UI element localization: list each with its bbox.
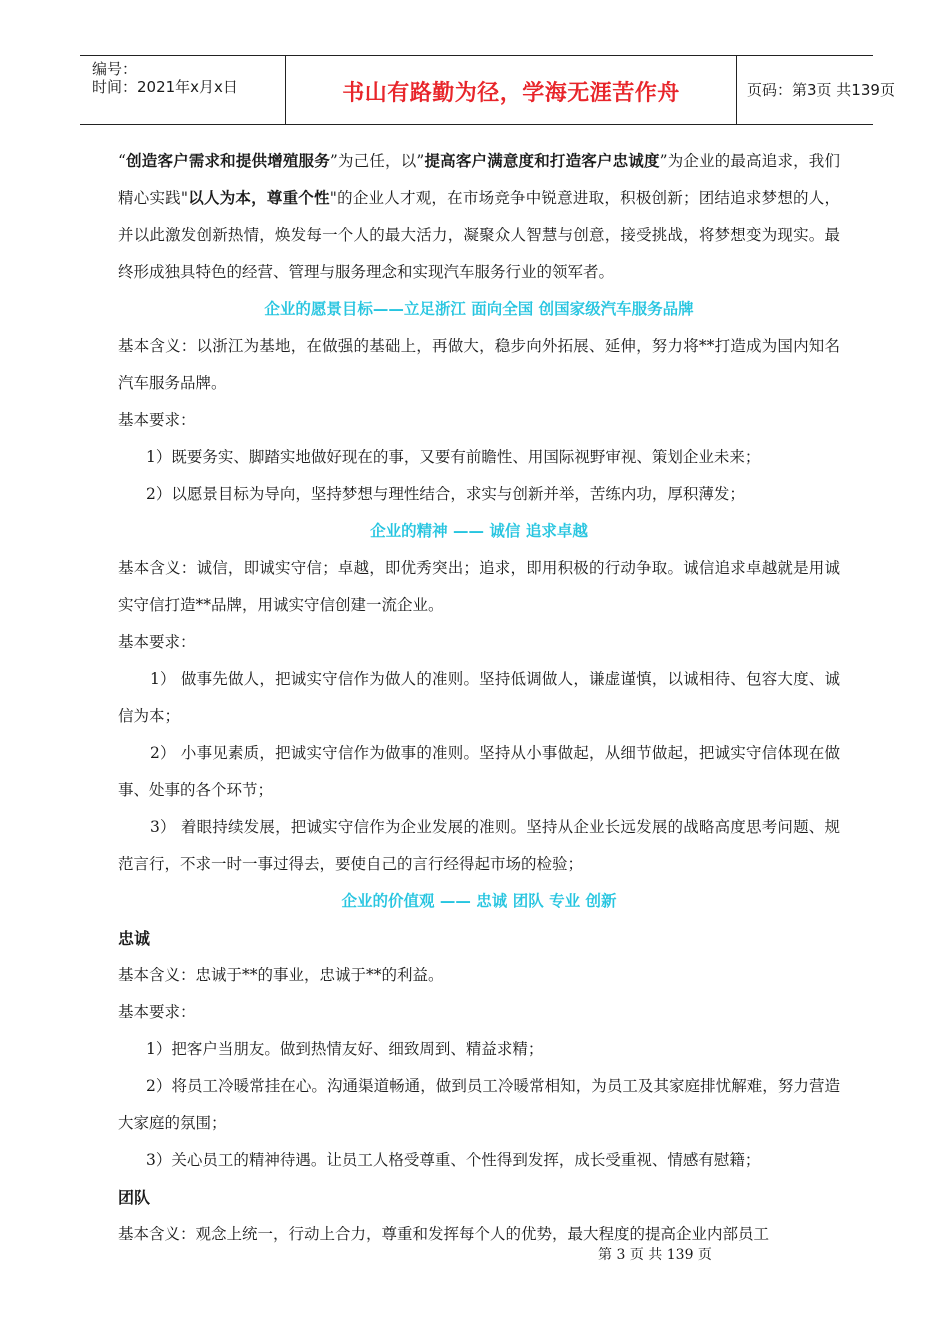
time-label: 时间：2021年x月x日 [92,78,238,96]
loyalty-item: 2）将员工冷暖常挂在心。沟通渠道畅通，做到员工冷暖常相知，为员工及其家庭排忧解难，努力营造大家庭的氛围； [118,1077,840,1132]
page-header [80,55,895,125]
page-footer [0,1244,950,1264]
loyalty-title: 忠诚 [118,929,151,948]
intro-bold-1: 创造客户需求和提供增殖服务 [125,152,330,170]
vision-heading: 企业的愿景目标——立足浙江 面向全国 创国家级汽车服务品牌 [264,300,694,318]
team-title: 团队 [118,1188,151,1207]
spirit-req-label: 基本要求： [118,633,196,651]
loyalty-req-label: 基本要求： [118,1003,196,1021]
spirit-item: 1） 做事先做人，把诚实守信作为做人的准则。坚持低调做人，谦虚谨慎，以诚相待、包容大度、诚信为本； [118,670,840,725]
document-body [118,143,840,1253]
motto: 书山有路勤为径，学海无涯苦作舟 [342,81,680,106]
header-motto-cell [285,56,737,124]
values-heading: 企业的价值观 —— 忠诚 团队 专业 创新 [341,892,617,910]
intro-bold-3: 以人为本，尊重个性 [188,189,330,207]
intro-paragraph [118,143,840,291]
header-page-cell [737,56,895,124]
vision-item: 1）既要务实、脚踏实地做好现在的事，又要有前瞻性、用国际视野审视、策划企业未来； [146,448,761,466]
loyalty-item: 1）把客户当朋友。做到热情友好、细致周到、精益求精； [146,1040,544,1058]
spirit-heading: 企业的精神 —— 诚信 追求卓越 [370,522,588,540]
intro-text-2: ”为己任，以” [329,152,425,170]
vision-req-label: 基本要求： [118,411,196,429]
spirit-item: 3） 着眼持续发展，把诚实守信作为企业发展的准则。坚持从企业长远发展的战略高度思考问题、规范言行，不求一时一事过得去，要使自己的言行经得起市场的检验； [118,818,840,873]
footer-page-number: 第 3 页 共 139 页 [598,1247,712,1263]
vision-item: 2）以愿景目标为导向，坚持梦想与理性结合，求实与创新并举，苦练内功，厚积薄发； [146,485,745,503]
loyalty-item: 3）关心员工的精神待遇。让员工人格受尊重、个性得到发挥，成长受重视、情感有慰籍； [146,1151,761,1169]
intro-text-1: “ [118,152,126,170]
spirit-item: 2） 小事见素质，把诚实守信作为做事的准则。坚持从小事做起，从细节做起，把诚实守信体现在做事、处事的各个环节； [118,744,840,799]
loyalty-meaning: 基本含义：忠诚于**的事业，忠诚于**的利益。 [118,966,444,984]
intro-text-3: ”为企业的最高追求，我们精心实践" [118,152,840,207]
number-label: 编号： [92,60,138,78]
intro-text-4: "的企业人才观，在市场竞争中锐意进取，积极创新；团结追求梦想的人，并以此激发创新热情，焕发每一个人的最大活力，凝聚众人智慧与创意，接受挑战，将梦想变为现实。最终形成独具特色的经营、管理与服务理念和实现汽车服务行业的领军者。 [118,189,840,281]
intro-bold-2: 提高客户满意度和打造客户忠诚度 [424,152,660,170]
page-info: 页码：第3页 共139页 [747,81,895,99]
team-meaning: 基本含义：观念上统一，行动上合力，尊重和发挥每个人的优势，最大程度的提高企业内部员工 [118,1225,770,1243]
spirit-meaning: 基本含义：诚信，即诚实守信；卓越，即优秀突出；追求，即用积极的行动争取。诚信追求卓越就是用诚实守信打造**品牌，用诚实守信创建一流企业。 [118,559,840,614]
vision-meaning: 基本含义：以浙江为基地，在做强的基础上，再做大，稳步向外拓展、延伸，努力将**打造成为国内知名汽车服务品牌。 [118,337,840,392]
header-meta [80,56,285,124]
